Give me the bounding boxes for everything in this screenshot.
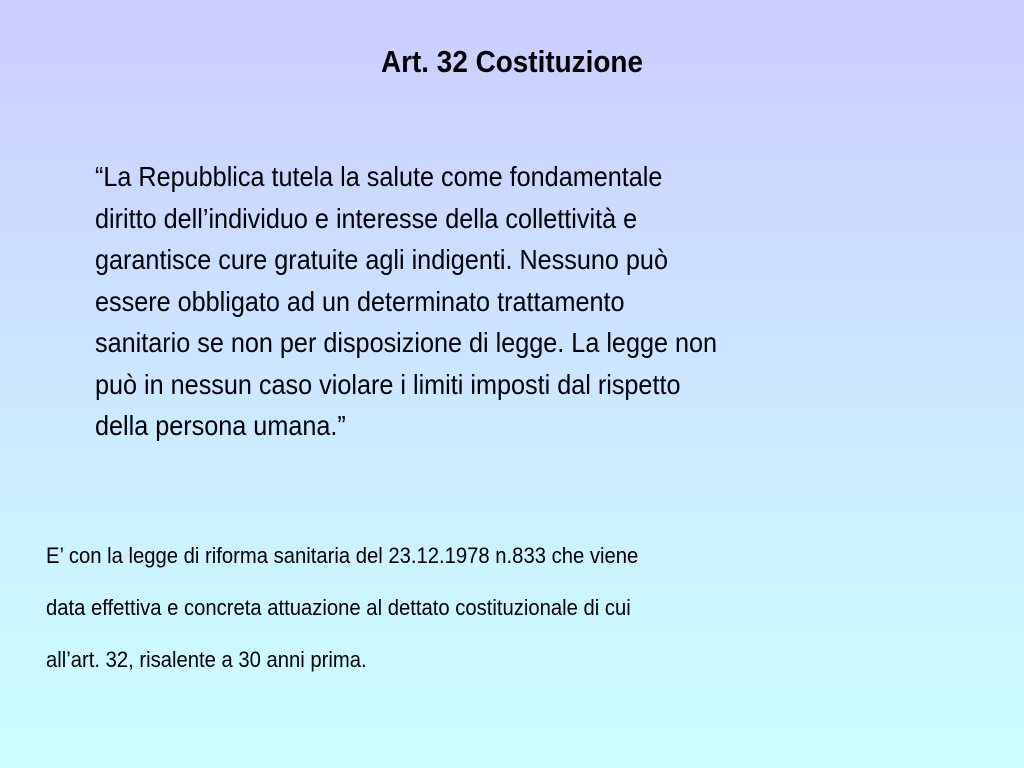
quote-line: della persona umana.” bbox=[95, 410, 346, 441]
quote-line: garantisce cure gratuite agli indigenti. Nessuno può bbox=[95, 244, 668, 275]
constitution-quote bbox=[95, 156, 975, 447]
note-line: data effettiva e concreta attuazione al dettato costituzionale di cui bbox=[46, 595, 631, 620]
quote-line: diritto dell’individuo e interesse della collettività e bbox=[95, 202, 638, 234]
quote-line: sanitario se non per disposizione di legge. La legge non bbox=[95, 327, 718, 358]
quote-line: può in nessun caso violare i limiti imposti dal rispetto bbox=[95, 368, 681, 400]
note-line: E’ con la legge di riforma sanitaria del 23.12.1978 n.833 che viene bbox=[46, 543, 639, 568]
quote-line: essere obbligato ad un determinato trattamento bbox=[95, 285, 625, 317]
quote-line: “La Repubblica tutela la salute come fondamentale bbox=[95, 161, 663, 192]
note-line: all’art. 32, risalente a 30 anni prima. bbox=[46, 647, 367, 672]
slide-title: Art. 32 Costituzione bbox=[381, 44, 643, 79]
reform-note bbox=[46, 530, 986, 686]
